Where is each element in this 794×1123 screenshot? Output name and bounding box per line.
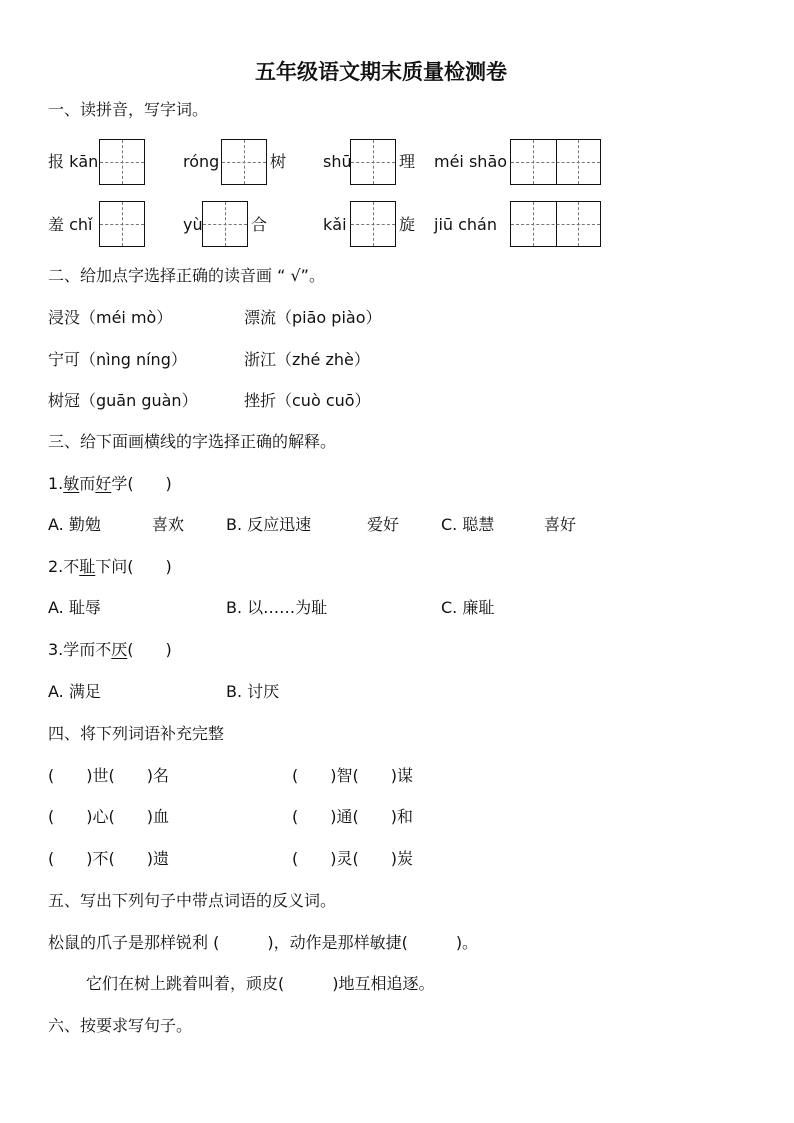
question-text: 2.不	[48, 557, 80, 576]
option-b[interactable]: B. 以……为耻	[226, 598, 328, 617]
pinyin-mei-shao: méi shāo	[434, 152, 508, 171]
option-c-extra: 喜好	[544, 515, 577, 534]
writing-box-chi[interactable]	[99, 201, 145, 247]
idiom-fill[interactable]: ( )世( )名	[48, 766, 169, 785]
pinyin-jiu-chan: jiū chán	[434, 215, 497, 234]
sentence-1[interactable]: 松鼠的爪子是那样锐利 ( )，动作是那样敏捷( )。	[48, 933, 479, 952]
pinyin-shu: shū	[323, 152, 352, 171]
reading-item[interactable]: 浙江（zhé zhè）	[244, 350, 370, 369]
idiom-fill[interactable]: ( )不( )遗	[48, 849, 169, 868]
section-3-heading: 三、给下面画横线的字选择正确的解释。	[48, 432, 337, 451]
answer-blank[interactable]: ( )	[127, 640, 172, 659]
option-b-extra: 爱好	[367, 515, 400, 534]
option-b[interactable]: B. 反应迅速	[226, 515, 312, 534]
underlined-char: 好	[95, 474, 112, 493]
option-a[interactable]: A. 满足	[48, 682, 101, 701]
reading-item[interactable]: 漂流（piāo piào）	[244, 308, 382, 327]
option-c[interactable]: C. 聪慧	[441, 515, 495, 534]
reading-item[interactable]: 浸没（méi mò）	[48, 308, 173, 327]
pinyin-rong: róng	[183, 152, 220, 171]
char-xuan: 旋	[399, 215, 416, 234]
idiom-fill[interactable]: ( )通( )和	[292, 807, 413, 826]
section-4-heading: 四、将下列词语补充完整	[48, 724, 225, 743]
section-1-heading: 一、读拼音，写字词。	[48, 100, 209, 119]
question-number: 1.	[48, 474, 64, 493]
writing-box-mei-shao[interactable]	[510, 139, 601, 185]
option-c[interactable]: C. 廉耻	[441, 598, 495, 617]
plain-char: 而	[79, 474, 96, 493]
question-2	[48, 559, 172, 575]
writing-box-shu[interactable]	[350, 139, 396, 185]
question-text: 3.学而不	[48, 640, 112, 659]
pinyin-yu: yù	[183, 215, 203, 234]
option-b[interactable]: B. 讨厌	[226, 682, 280, 701]
reading-item[interactable]: 宁可（nìng níng）	[48, 350, 187, 369]
char-li: 理	[399, 152, 416, 171]
pinyin-chi: 羞 chǐ	[48, 215, 93, 234]
page-title: 五年级语文期末质量检测卷	[255, 59, 507, 84]
idiom-fill[interactable]: ( )智( )谋	[292, 766, 413, 785]
section-5-heading: 五、写出下列句子中带点词语的反义词。	[48, 891, 337, 910]
pinyin-kai: kǎi	[323, 215, 347, 234]
answer-blank[interactable]: 下问( )	[95, 557, 172, 576]
question-1	[48, 476, 172, 492]
option-a-extra: 喜欢	[152, 515, 185, 534]
pinyin-kan: 报 kān	[48, 152, 99, 171]
char-shu-tree: 树	[270, 152, 287, 171]
answer-blank[interactable]: 学( )	[111, 474, 172, 493]
writing-box-jiu-chan[interactable]	[510, 201, 601, 247]
char-he: 合	[251, 215, 268, 234]
section-2-heading: 二、给加点字选择正确的读音画 “ √”。	[48, 266, 325, 285]
underlined-char: 敏	[63, 474, 80, 493]
writing-box-yu[interactable]	[202, 201, 248, 247]
section-6-heading: 六、按要求写句子。	[48, 1016, 193, 1035]
writing-box-rong[interactable]	[221, 139, 267, 185]
idiom-fill[interactable]: ( )灵( )炭	[292, 849, 413, 868]
reading-item[interactable]: 树冠（guān guàn）	[48, 391, 198, 410]
option-a[interactable]: A. 耻辱	[48, 598, 101, 617]
underlined-char: 厌	[111, 640, 128, 659]
writing-box-kai[interactable]	[350, 201, 396, 247]
option-a[interactable]: A. 勤勉	[48, 515, 101, 534]
question-3	[48, 642, 172, 658]
writing-box-kan[interactable]	[99, 139, 145, 185]
sentence-2[interactable]: 它们在树上跳着叫着，顽皮( )地互相追逐。	[86, 974, 435, 993]
idiom-fill[interactable]: ( )心( )血	[48, 807, 169, 826]
reading-item[interactable]: 挫折（cuò cuō）	[244, 391, 371, 410]
underlined-char: 耻	[79, 557, 96, 576]
